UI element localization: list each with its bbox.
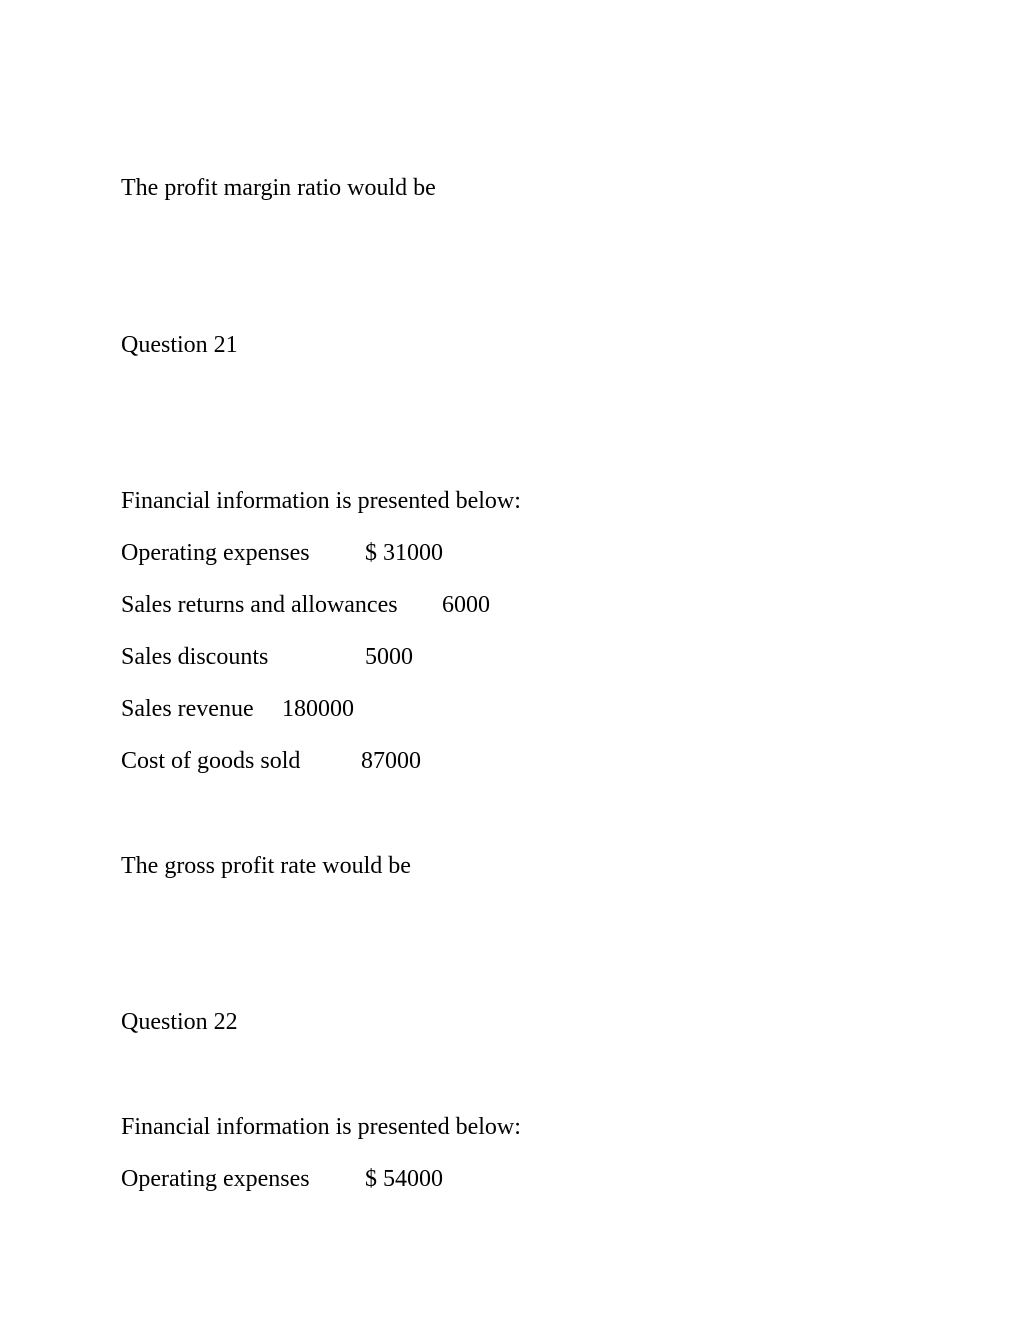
row-label: Operating expenses — [121, 540, 310, 566]
row-value: 6000 — [442, 592, 490, 618]
row-value: 87000 — [361, 748, 421, 774]
q21-row-cost-of-goods-sold — [121, 747, 421, 775]
q21-heading: Question 21 — [121, 332, 238, 358]
q21-row-sales-discounts — [121, 643, 413, 671]
row-value: $ 31000 — [365, 540, 443, 566]
q21-intro: Financial information is presented below: — [121, 488, 521, 514]
row-value: $ 54000 — [365, 1166, 443, 1192]
row-label: Sales discounts — [121, 644, 269, 670]
row-label: Operating expenses — [121, 1166, 310, 1192]
row-value: 5000 — [365, 644, 413, 670]
q21-prompt: The gross profit rate would be — [121, 853, 411, 879]
q20-prompt: The profit margin ratio would be — [121, 175, 436, 201]
row-label: Cost of goods sold — [121, 748, 301, 774]
q21-row-sales-returns — [121, 591, 490, 619]
q22-intro: Financial information is presented below: — [121, 1114, 521, 1140]
q21-row-sales-revenue — [121, 695, 354, 723]
row-label: Sales returns and allowances — [121, 592, 398, 618]
row-label: Sales revenue — [121, 696, 254, 722]
q22-heading: Question 22 — [121, 1009, 238, 1035]
q22-row-operating-expenses — [121, 1165, 443, 1193]
q21-row-operating-expenses — [121, 539, 443, 567]
row-value: 180000 — [282, 696, 354, 722]
